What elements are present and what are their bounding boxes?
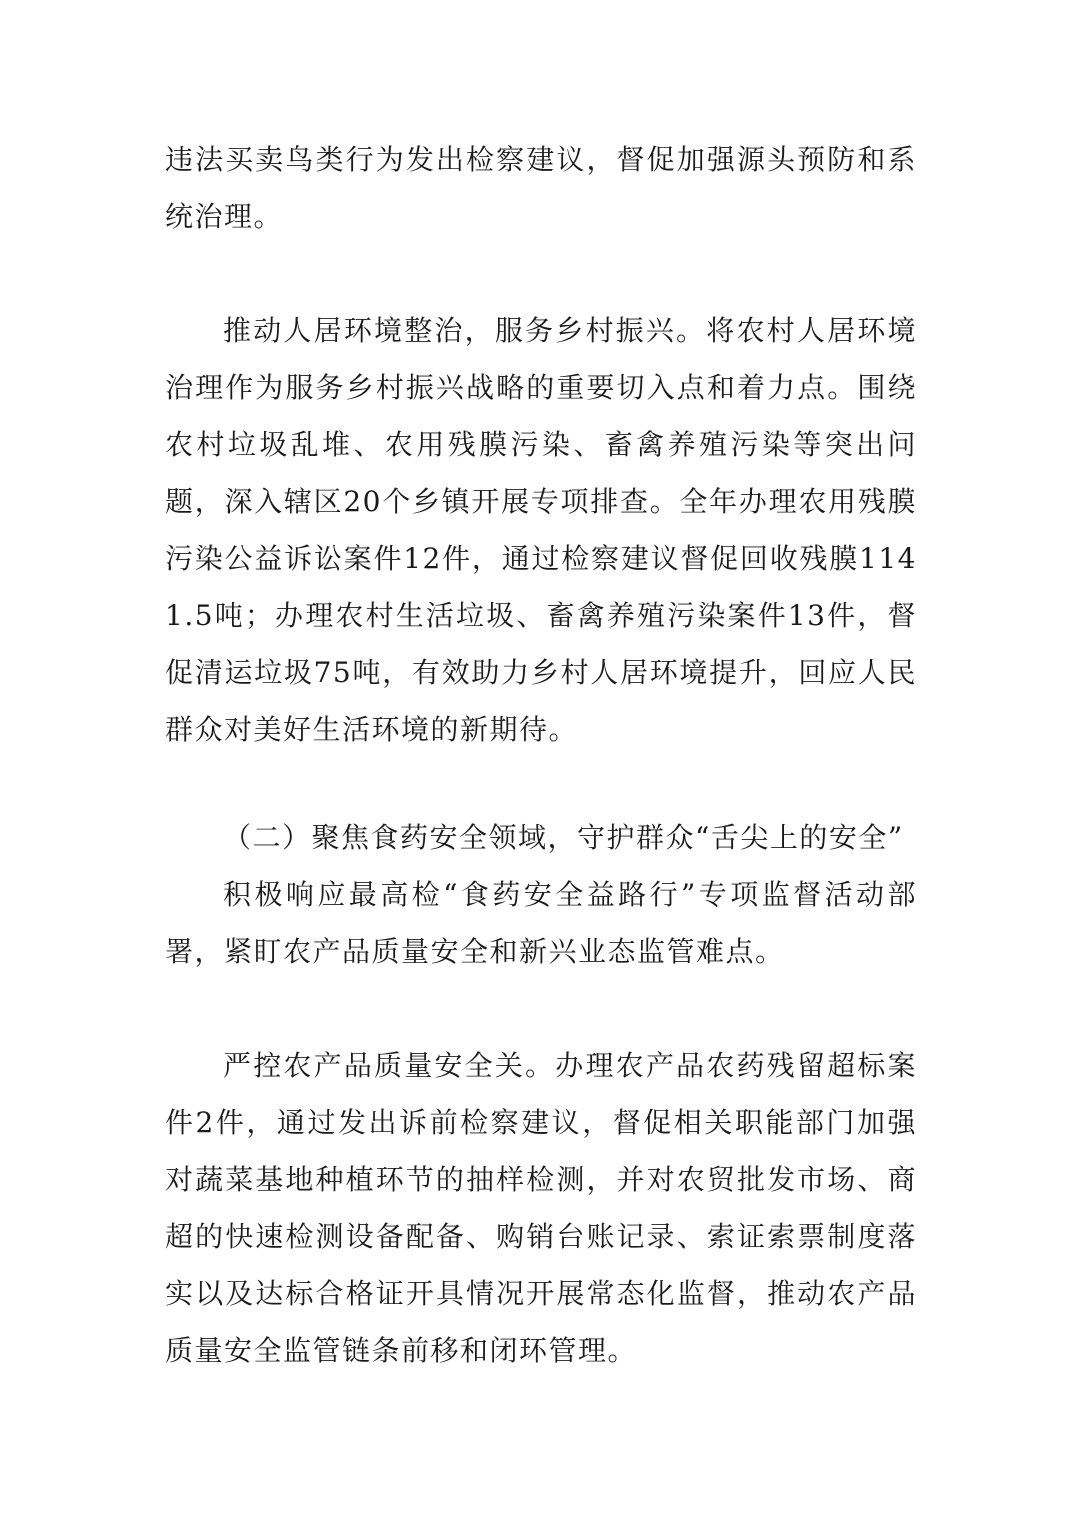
paragraph-rural-environment: 推动人居环境整治，服务乡村振兴。将农村人居环境治理作为服务乡村振兴战略的重要切入点和着力点。围绕农村垃圾乱堆、农用残膜污染、畜禽养殖污染等突出问题，深入辖区20个乡镇开展专项排查。全年办理农用残膜污染公益诉讼案件12件，通过检察建议督促回收残膜1141.5吨；办理农村生活垃圾、畜禽养殖污染案件13件，督促清运垃圾75吨，有效助力乡村人居环境提升，回应人民群众对美好生活环境的新期待。 xyxy=(165,314,917,746)
paragraph-agri-quality: 严控农产品质量安全关。办理农产品农药残留超标案件2件，通过发出诉前检察建议，督促相关职能部门加强对蔬菜基地种植环节的抽样检测，并对农贸批发市场、商超的快速检测设备配备、购销台账记录、索证索票制度落实以及达标合格证开具情况开展常态化监督，推动农产品质量安全监管链条前移和闭环管理。 xyxy=(165,1049,917,1367)
section-heading-food-safety: （二）聚焦食药安全领域，守护群众“舌尖上的安全” xyxy=(223,821,904,854)
paragraph-continuation: 违法买卖鸟类行为发出检察建议，督促加强源头预防和系统治理。 xyxy=(165,143,917,233)
paragraph-food-safety-intro: 积极响应最高检“食药安全益路行”专项监督活动部署，紧盯农产品质量安全和新兴业态监管难点。 xyxy=(165,878,917,968)
